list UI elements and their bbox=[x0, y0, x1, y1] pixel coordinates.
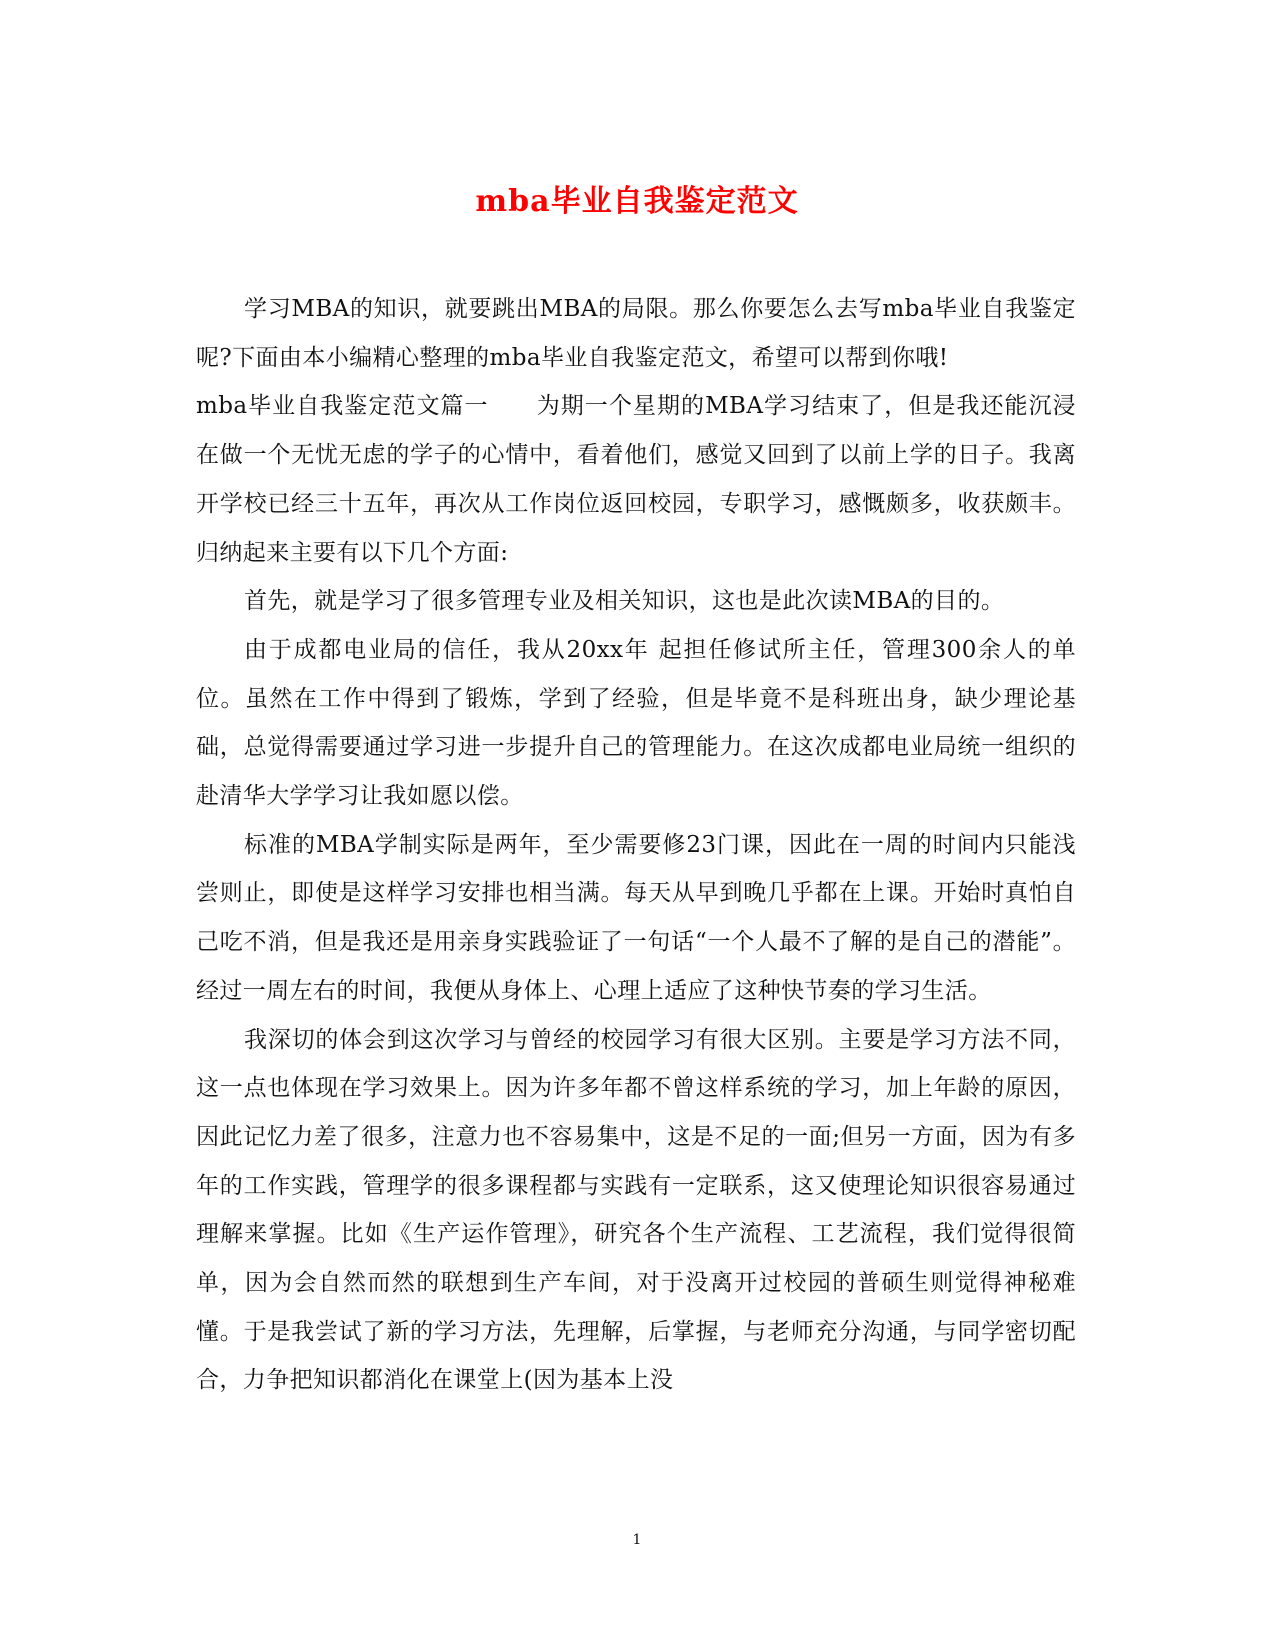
paragraph-learning-method: 我深切的体会到这次学习与曾经的校园学习有很大区别。主要是学习方法不同，这一点也体现在学习效果上。因为许多年都不曾这样系统的学习，加上年龄的原因，因此记忆力差了很多，注意力也不容易集中，这是不足的一面;但另一方面，因为有多年的工作实践，管理学的很多课程都与实践有一定联系，这又使理论知识很容易通过理解来掌握。比如《生产运作管理》，研究各个生产流程、工艺流程，我们觉得很简单，因为会自然而然的联想到生产车间，对于没离开过校园的普硕生则觉得神秘难懂。于是我尝试了新的学习方法，先理解，后掌握，与老师充分沟通，与同学密切配合，力争把知识都消化在课堂上(因为基本上没 bbox=[196, 1026, 1076, 1394]
paragraph-essay-start: mba毕业自我鉴定范文篇一 为期一个星期的MBA学习结束了，但是我还能沉浸在做一个无忧无虑的学子的心情中，看着他们，感觉又回到了以前上学的日子。我离开学校已经三十五年，再次从工作岗位返回校园，专职学习，感慨颇多，收获颇丰。归纳起来主要有以下几个方面: bbox=[196, 393, 1076, 566]
paragraph-background: 由于成都电业局的信任，我从20xx年 起担任修试所主任，管理300余人的单位。虽然在工作中得到了锻炼，学到了经验，但是毕竟不是科班出身，缺少理论基础，总觉得需要通过学习进一步提升自己的管理能力。在这次成都电业局统一组织的赴清华大学学习让我如愿以偿。 bbox=[196, 636, 1076, 810]
paragraph-intro: 学习MBA的知识，就要跳出MBA的局限。那么你要怎么去写mba毕业自我鉴定呢?下面由本小编精心整理的mba毕业自我鉴定范文，希望可以帮到你哦! bbox=[196, 296, 1076, 371]
page-number: 1 bbox=[632, 1532, 642, 1548]
paragraph-first-point: 首先，就是学习了很多管理专业及相关知识，这也是此次读MBA的目的。 bbox=[244, 588, 1005, 615]
document-title: mba毕业自我鉴定范文 bbox=[475, 184, 799, 219]
paragraph-mba-schedule: 标准的MBA学制实际是两年，至少需要修23门课，因此在一周的时间内只能浅尝则止，即使是这样学习安排也相当满。每天从早到晚几乎都在上课。开始时真怕自己吃不消，但是我还是用亲身实践验证了一句话“一个人最不了解的是自己的潜能”。经过一周左右的时间，我便从身体上、心理上适应了这种快节奏的学习生活。 bbox=[196, 831, 1076, 1004]
document-body bbox=[196, 285, 1076, 1405]
